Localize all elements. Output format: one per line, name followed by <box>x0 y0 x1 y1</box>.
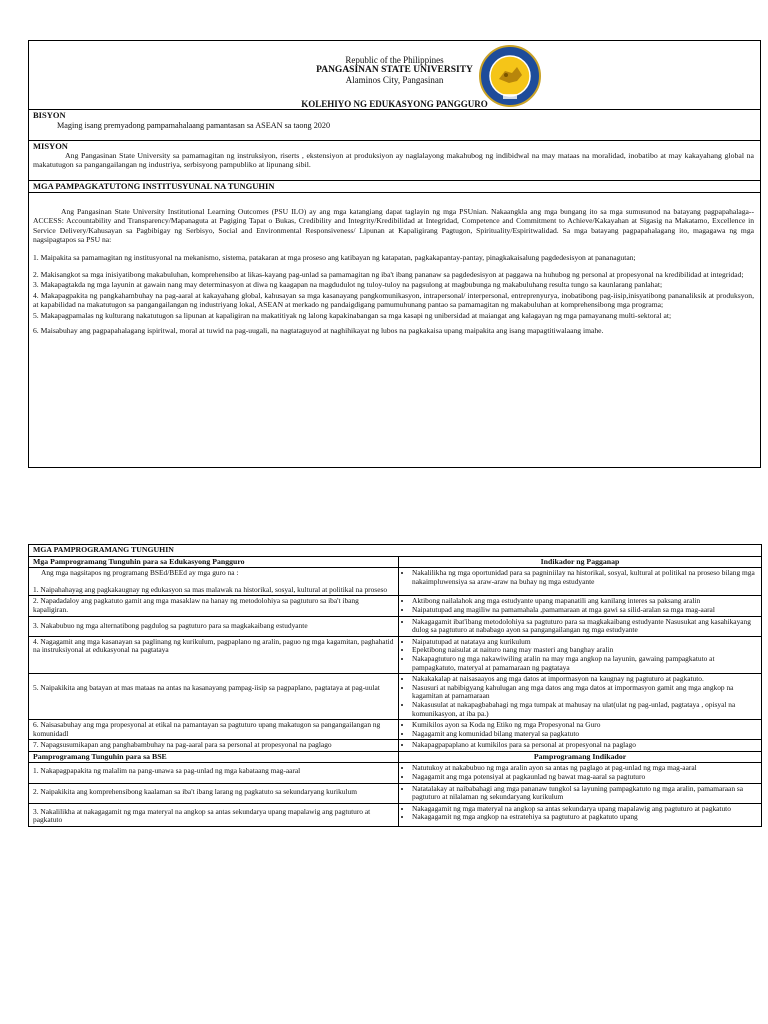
divider <box>29 140 760 141</box>
university-header <box>29 55 760 85</box>
ilo-item: 5. Makapagpamalas ng kulturang nakatutugon sa lipunan at kapaligiran na makatitiyak ng lalong kapakinabangan sa mga kasapi ng unibersidad at maiangat ang kalagayan ng mga pamayanang multi-sektoral at; <box>33 310 672 320</box>
indicator-cell <box>399 740 762 752</box>
divider <box>29 109 760 110</box>
indicator-item: • Natutukoy at nakabubuo ng mga aralin ayon sa antas ng paglago at pag-unlad ng mga mag-aaral <box>412 764 757 773</box>
campus-line: Alaminos City, Pangasinan <box>345 75 444 85</box>
vision-text: Maging isang premyadong pampamahalaang pamantasan sa ASEAN sa taong 2020 <box>57 121 331 130</box>
ilo-item: 1. Maipakita sa pamamagitan ng institusyonal na mekanismo, sistema, patakaran at mga proseso ang katibayan ng katapatan, pagkakapantay-pantay, pinagkakaisalung pagdedesisyon at pananagutan; <box>33 252 636 262</box>
col-header-indicators: Indikador ng Pagganap <box>399 556 762 568</box>
indicator-cell <box>399 636 762 673</box>
divider <box>29 192 760 193</box>
indicator-item: • Nakakakalap at naisasaayos ang mga datos at impormasyon na kaugnay ng pagtuturo at pagkatuto. <box>412 675 757 684</box>
indicator-item: • Nakagagamit ng mga materyal na angkop sa antas sekundarya upang mapalawig ang pagtuturo at pagkatuto <box>412 805 757 814</box>
outcome-text: 7. Napagsusumikapan ang panghabambuhay na pag-aaral para sa personal at propesyonal na paglago <box>29 740 399 752</box>
outcome-text: 3. Nakalilikha at nakagagamit ng mga materyal na angkop sa antas sekundarya upang mapalawig ang pagtuturo at pagkatuto <box>29 803 399 826</box>
indicator-cell <box>399 596 762 616</box>
indicator-item: • Nakalilikha ng mga oportunidad para sa pagniniilay na historikal, sosyal, kultural at politikal na proseso bilang mga nakaimpluwensiya sa araw-araw na buhay ng mga estudyante <box>412 569 757 586</box>
indicator-item: • Nakagagamit ng mga angkop na estratehiya sa pagtuturo at pagkatuto upang <box>412 813 757 822</box>
indicator-cell <box>399 720 762 740</box>
indicator-item: • Nagagamit ang komunidad bilang materyal sa pagkatuto <box>412 730 757 739</box>
outcome-text: 5. Naipakikita ang batayan at mas mataas na antas na kasanayang pampag-iisip sa pagpaplano, pagtataya at pag-uulat <box>29 674 399 720</box>
indicator-item: • Kumikilos ayon sa Koda ng Etiko ng mga Propesyonal na Guro <box>412 721 757 730</box>
ilo-heading: MGA PAMPAGKATUTONG INSTITUSYUNAL NA TUNGUHIN <box>33 181 275 191</box>
indicator-item: • Nakagagamit ibat'ibang metodolohiya sa pagtuturo para sa magkakaibang estudyante Nasusukat ang kasahikayang dulog sa pagtuturo at nababago ayon sa pangangailangan ng mga estudyante <box>412 618 757 635</box>
ilo-item: 4. Makapagpakita ng pangkahambuhay na pag-aaral at kakayahang global, kahusayan sa mga kasanayang pangkomunikasyon, intrapersonal/ interpersonal, entreprenyurya, inobatibong pag-iisip,inisyatibong pananaliksik at produksyon, at kapabilidad na makatutugon sa pangangailangan ng industriyang lokal, ASEAN at merkado ng pandaigdigang pamumuhunang pantao sa pamamagitan ng makabuluhan at komprehensibong mga programa; <box>33 290 754 310</box>
indicator-item: • Nakapagpapaplano at kumikilos para sa personal at propesyonal na paglago <box>412 741 757 750</box>
outcome-cell <box>29 568 399 596</box>
col-header-outcomes: Mga Pamprogramang Tunguhin para sa Edukasyong Pangguro <box>29 556 399 568</box>
indicator-item: • Nagagamit ang mga potensiyal at pagkaunlad ng bawat mag-aaral sa pagtuturo <box>412 773 757 782</box>
mission-text: Ang Pangasinan State University sa pamamagitan ng instruksiyon, riserts , ekstensiyon at produksiyon ay naglalayong makahubog ng indibidwal na may mataas na moralidad, inobatibo at may kakayahang global na makatutugon sa pangangailangan ng industriya, serbisyong pampubliko at lipunang sibil. <box>33 151 754 170</box>
college-title: KOLEHIYO NG EDUKASYONG PANGGURO <box>301 99 488 109</box>
outcome-text: 1. Nakapagpapakita ng malalim na pang-unawa sa pag-unlad ng mga kabataang mag-aaral <box>29 763 399 783</box>
upper-document-box <box>28 40 761 468</box>
ilo-intro: Ang Pangasinan State University Institutional Learning Outcomes (PSU ILO) ay ang mga katangiang dapat taglayin ng mga PSUnian. Nakaangkla ang mga bungang ito sa mga sumusunod na batayang pagpapahalaga-- ACCESS: Accountability and Transparency/Mapanagutа at Pagiging Tapat o Bukas, Credibility and Integrity/Kredibilidad at Integridad, Competence and Commitment to Achieve/Kakayahan at Sigasig na Makatamo, Excellence in Service Delivery/Kahusayan sa Pagbibigay ng Serbisyo, Social and Environmental Responsiveness/ Lipunan at Kapaligirang Pagtugon, Spirituality/Espiritwalidad. Sa mga batayang pagpapahalagang ito, magagawa ng mga nagsipagtapos sa PSU na: <box>33 207 754 245</box>
indicator-cell <box>399 783 762 803</box>
indicator-item: • Nasusuri at nabibigyang kahulugan ang mga datos ang mga datos at impormasyon gamit ang mga angkop na kagamitan at pamamaraan <box>412 684 757 701</box>
ilo-item: 6. Maisabuhay ang pagpapahalagang ispiritwal, moral at tuwid na pag-uugali, na nagtataguyod at naghihikayat ng lubos na pagkakaisa upang maipakita ang isang mapagtitiwalaang imahe. <box>33 326 604 336</box>
indicator-item: • Nakasusulat at nakapagbabahagi ng mga tumpak at mahusay na ulat(ulat ng pag-unlad, pagtataya , opisyal na komunikasyon, at iba pa.) <box>412 701 757 718</box>
outcome-text: 2. Naipakikita ang komprehensibong kaalaman sa iba't ibang larang ng pagkatuto sa sekundaryang kurikulum <box>29 783 399 803</box>
indicator-cell <box>399 803 762 826</box>
indicator-item: • Naipatutupad ang magiliw na pamamahala ,pamamaraan at mga gawi sa silid-aralan sa mga mag-aaral <box>412 606 757 615</box>
program-title: MGA PAMPROGRAMANG TUNGUHIN <box>29 545 762 557</box>
mission-heading: MISYON <box>33 141 68 151</box>
outcome-text: 6. Naisasabuhay ang mga propesyonal at etikal na pamantayan sa pagtuturo upang makatugon sa pangangailangan ng komunidadl <box>29 720 399 740</box>
outcome-text: 3. Nakabubuo ng mga alternatibong pagdulog sa pagtuturo para sa magkakaibang estudyante <box>29 616 399 636</box>
ilo-item: 3. Makapagtakda ng mga layunin at gawain nang may determinasyon at diwa ng kaagapan na magdudulot ng tuloy-tuloy na pagsulong at magbubunga ng makabuluhang resulta tungo sa kaunlarang panlahat; <box>33 280 663 290</box>
indicator-cell <box>399 568 762 596</box>
bse-col-header-indicators: Pamprogramang Indikador <box>399 751 762 763</box>
indicator-cell <box>399 674 762 720</box>
country-line: Republic of the Philippines <box>345 55 444 65</box>
university-name: PANGASINAN STATE UNIVERSITY <box>316 65 473 75</box>
indicator-item: • Epektibong naisulat at naituro nang may masteri ang banghay aralin <box>412 646 757 655</box>
university-seal-logo <box>479 45 541 107</box>
ilo-item: 2. Makisangkot sa mga inisiyatibong makabuluhan, komprehensibo at likas-kayang pag-unlad sa pamamagitan ng iba't ibang pananaw sa pagdedesisyon at paggawa na huhubog ng personal at propesyonal na kredibilidad at integridad; <box>33 270 744 280</box>
indicator-item: • Aktibong nailalahok ang mga estudyante upang mapanatili ang kanilang interes sa paksang aralin <box>412 597 757 606</box>
ilo-body <box>33 207 754 335</box>
bse-col-header-outcomes: Pamprogramang Tunguhin para sa BSE <box>29 751 399 763</box>
indicator-item: • Nakapagtuturo ng mga nakawiwiling aralin na may mga angkop na layunin, gawaing pampagkatuto at pampagkatuto, materyal at pamamaraan ng pagtataya <box>412 655 757 672</box>
outcome-text: 1. Naipahahayag ang pagkakaugnay ng edukasyon sa mas malawak na historikal, sosyal, kultural at politikal na proseso <box>33 584 388 594</box>
indicator-item: • Naipatutupad at natataya ang kurikulum <box>412 638 757 647</box>
indicator-cell <box>399 616 762 636</box>
indicator-cell <box>399 763 762 783</box>
vision-heading: BISYON <box>33 110 66 120</box>
outcome-text: 2. Napadadaloy ang pagkatuto gamit ang mga masaklaw na hanay ng metodolohiya sa pagtuturo sa iba't ibang kapaligiran. <box>29 596 399 616</box>
program-intro: Ang mga nagsitapos ng programang BSEd/BEEd ay mga guro na : <box>41 568 239 578</box>
outcome-text: 4. Nagagamit ang mga kasanayan sa paglinang ng kurikulum, pagpaplano ng aralin, paguo ng mga kagamitan, paghahatid na instruksiyonal at edukasyonal na pagtataya <box>29 636 399 673</box>
program-outcomes-table <box>28 544 761 827</box>
indicator-item: • Natatalakay at naibabahagi ang mga pananaw tungkol sa layuning pampagkatuto ng mga aralin, pamamaraan sa pagtuturo at nilalaman ng sekundaryang kurikulum <box>412 785 757 802</box>
